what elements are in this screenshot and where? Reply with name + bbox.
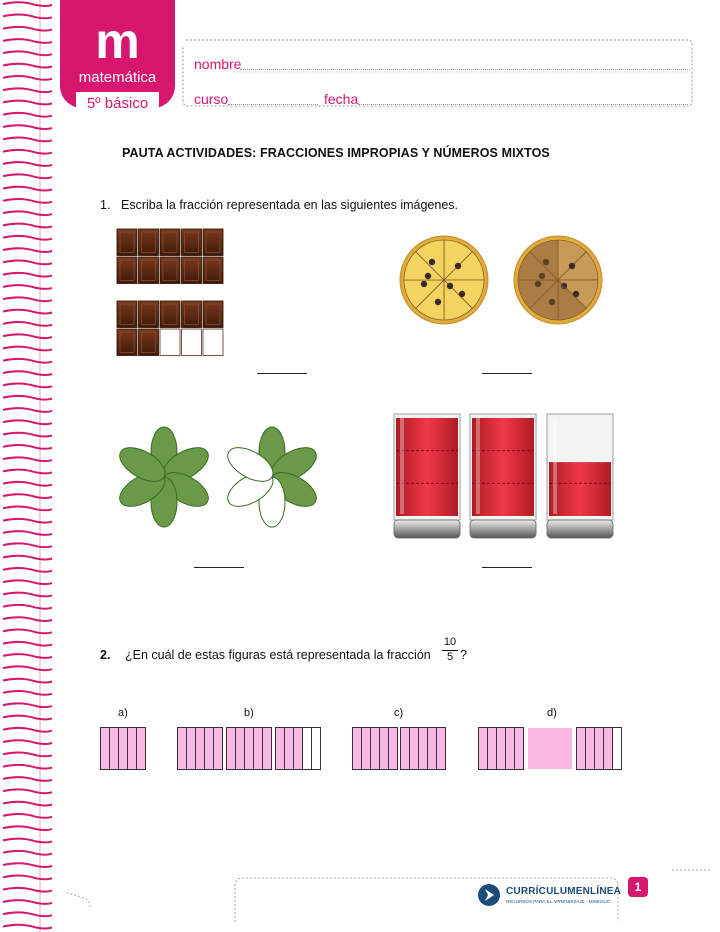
logo-word: matemática	[78, 69, 157, 86]
answer-blank-glasses[interactable]	[482, 567, 532, 568]
fraction-bar-whole	[177, 727, 223, 770]
page-number: 1	[628, 877, 648, 897]
page-title: PAUTA ACTIVIDADES: FRACCIONES IMPROPIAS Y NÚMEROS MIXTOS	[122, 146, 550, 160]
q2-end: ?	[460, 648, 467, 662]
option-a-label[interactable]: a)	[118, 707, 128, 719]
flowers-image	[112, 422, 332, 534]
brand-subtitle: RECURSOS PARA EL APRENDIZAJE · MINEDUC	[506, 899, 611, 904]
q1-number: 1.	[100, 198, 111, 212]
fraction-bar-partial	[275, 727, 321, 770]
q2-number: 2.	[100, 648, 111, 662]
logo-letter: m	[95, 13, 140, 69]
curriculum-logo-icon	[477, 883, 501, 907]
option-c-label[interactable]: c)	[394, 707, 404, 719]
footer-border	[60, 862, 720, 932]
fraction-bar-whole	[226, 727, 272, 770]
brand-name: CURRÍCULUMENLÍNEA	[506, 886, 622, 897]
fraction-denominator: 5	[446, 651, 454, 663]
q1-text: Escriba la fracción representada en las siguientes imágenes.	[121, 198, 458, 212]
grade-label: 5º básico	[76, 92, 159, 116]
course-field[interactable]	[228, 104, 318, 106]
fraction-bar-partial	[576, 727, 622, 770]
answer-blank-pizza[interactable]	[482, 373, 532, 374]
date-field[interactable]	[358, 104, 688, 106]
option-b-label[interactable]: b)	[244, 707, 254, 719]
fraction-bar-whole	[400, 727, 446, 770]
q2-text: ¿En cuál de estas figuras está representada la fracción	[125, 648, 431, 662]
option-d-label[interactable]: d)	[547, 707, 557, 719]
fraction-bar-whole	[527, 727, 573, 770]
fraction	[441, 636, 459, 664]
fraction-bar-whole	[100, 727, 146, 770]
fraction-bar-whole	[352, 727, 398, 770]
name-field[interactable]	[240, 69, 690, 71]
answer-blank-flowers[interactable]	[194, 567, 244, 568]
answer-blank-chocolate[interactable]	[257, 373, 307, 374]
date-label: fecha	[324, 91, 359, 107]
notebook-spiral	[0, 0, 60, 932]
header-box	[180, 36, 695, 110]
name-label: nombre	[194, 56, 242, 72]
chocolate-bars-image	[116, 228, 228, 360]
fraction-bar-whole	[478, 727, 524, 770]
fraction-numerator: 10	[443, 636, 457, 648]
matematica-logo	[60, 0, 175, 112]
glasses-image	[390, 410, 616, 540]
course-label: curso	[194, 91, 229, 107]
pizzas-image	[398, 232, 608, 332]
